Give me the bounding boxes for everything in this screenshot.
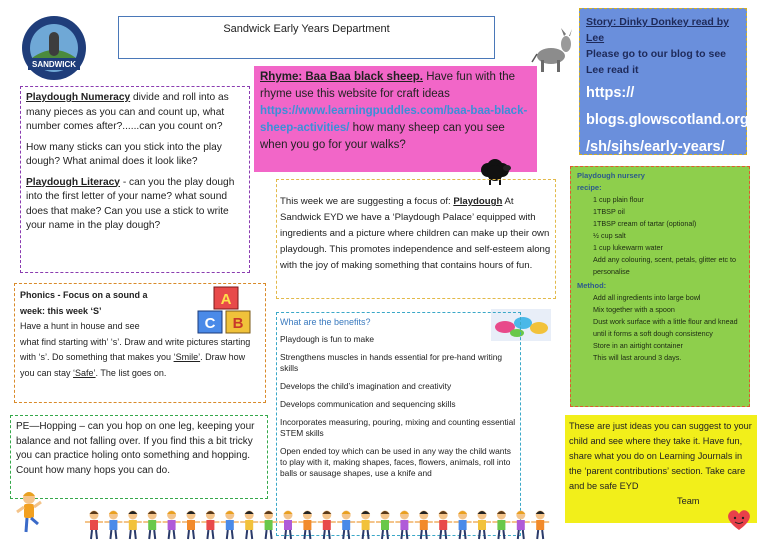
recipe-label: recipe:: [577, 183, 602, 192]
method-step: Add all ingredients into large bowl: [593, 293, 701, 302]
child-figure: [143, 511, 161, 540]
donkey-picture: [531, 28, 575, 74]
benefit-item: Incorporates measuring, pouring, mixing and counting essential STEM skills: [280, 417, 516, 438]
recipe-panel: [570, 166, 750, 407]
focus-text-1: This week we are suggesting a focus of:: [280, 196, 454, 207]
note-sign: Team: [677, 496, 700, 506]
phonics-heading: Phonics - Focus on a sound a: [20, 290, 148, 300]
rhyme-text-2: how many sheep can you see when you go for your walks?: [260, 122, 505, 151]
child-figure: [318, 511, 336, 540]
ingredient-item: ½ cup salt: [593, 231, 626, 240]
child-figure: [201, 511, 219, 540]
benefits-panel: [276, 312, 521, 536]
blog-link-2[interactable]: blogs.glowscotland.org.uk: [586, 112, 770, 128]
child-figure: [395, 511, 413, 540]
ingredient-item: 1TBSP oil: [593, 207, 625, 216]
numeracy-heading: Playdough Numeracy: [26, 92, 131, 103]
child-figure: [85, 511, 103, 540]
numeracy-literacy-panel: [20, 86, 250, 273]
ingredient-item: Add any colouring, scent, petals, glitter etc to personalise: [593, 255, 737, 276]
pe-text: PE—Hopping – can you hop on one leg, keeping your balance and not falling over. If you find this a bit tricky you can practice holing onto something and hopping. Count how many hops you can do.: [16, 421, 255, 476]
child-figure: [279, 511, 297, 540]
children-border: [86, 509, 558, 541]
child-figure: [337, 511, 355, 540]
page-title: Sandwick Early Years Department: [223, 23, 390, 35]
benefit-item: Open ended toy which can be used in any way the child wants to play with it, making shapes, faces, flowers, animals, roll into balls or sausage shapes, use a knife and: [280, 446, 511, 478]
numeracy-sticks-text: How many sticks can you stick into the play dough? What animal does it look like?: [26, 141, 222, 167]
method-step: Mix together with a spoon: [593, 305, 675, 314]
heart-icon: [726, 508, 752, 532]
blog-link-3[interactable]: /sh/sjhs/early-years/: [586, 139, 725, 155]
story-panel: [579, 8, 770, 155]
benefit-item: Develops communication and sequencing skills: [280, 399, 456, 409]
ingredient-item: 1TBSP cream of tartar (optional): [593, 219, 697, 228]
benefit-item: Strengthens muscles in hands essential for pre-hand writing skills: [280, 352, 503, 373]
literacy-heading: Playdough Literacy: [26, 176, 120, 188]
method-step: This will last around 3 days.: [593, 353, 682, 362]
note-panel: [565, 415, 757, 523]
child-figure: [357, 511, 375, 540]
child-figure: [376, 511, 394, 540]
literacy-text: - can you the play dough into the first letter of your name? what sound does that make? Can you use a stick to write your name in the play dough?: [26, 176, 235, 231]
logo-text: SANDWICK: [32, 60, 76, 69]
note-text: These are just ideas you can suggest to your child and see where they take it. Have fun, share what you do on Learning Journals in the ‘parent contributions’ section. Take care and be safe EYD: [569, 421, 752, 491]
focus-text-2: At Sandwick EYD we have a ‘Playdough Palace’ equipped with ingredients and a picture where children can make up their own playdough. This promotes independence and self-esteem along with the joy of making something that contains hours of fun.: [280, 196, 551, 271]
child-figure: [434, 511, 452, 540]
rhyme-text-1: Have fun with the rhyme use this website for craft ideas: [260, 71, 516, 100]
phonics-line-4: . The list goes on.: [95, 367, 167, 378]
svg-text:B: B: [232, 315, 244, 332]
child-figure: [298, 511, 316, 540]
benefits-heading: What are the benefits?: [280, 317, 371, 327]
child-figure: [415, 511, 433, 540]
numeracy-text: divide and roll into as many pieces as you can and count up, what number comes after?......can you count on?: [26, 92, 229, 132]
child-figure: [182, 511, 200, 540]
child-figure: [124, 511, 142, 540]
phonics-line-3: . Draw how you can stay: [20, 352, 246, 378]
blog-link-1[interactable]: https://: [586, 85, 635, 101]
child-figure: [492, 511, 510, 540]
method-label: Method:: [577, 281, 607, 290]
rhyme-heading: Rhyme: Baa Baa black sheep.: [260, 71, 423, 83]
pe-panel: [10, 415, 268, 499]
focus-panel: [276, 179, 556, 299]
focus-keyword: Playdough: [453, 196, 503, 207]
method-step: Store in an airtight container: [593, 341, 683, 350]
phonics-safe: ‘Safe’: [73, 367, 96, 378]
abc-blocks-picture: [194, 285, 264, 337]
benefit-item: Playdough is fun to make: [280, 334, 375, 344]
title-box: [118, 16, 495, 59]
school-logo: [20, 14, 88, 82]
child-figure: [531, 511, 549, 540]
story-heading: Story: Dinky Donkey read by Lee: [586, 16, 729, 44]
rhyme-craft-link[interactable]: https://www.learningpuddles.com/baa-baa-black-sheep-activities/: [260, 105, 528, 134]
child-figure: [221, 511, 239, 540]
recipe-title: Playdough nursery: [577, 171, 645, 180]
benefit-item: Develops the child’s imagination and creativity: [280, 381, 452, 391]
child-figure: [473, 511, 491, 540]
ingredient-item: 1 cup lukewarm water: [593, 243, 663, 252]
phonics-smile: ‘Smile’: [173, 352, 201, 362]
phonics-week: week: this week ‘S’: [20, 305, 102, 316]
phonics-line-1: Have a hunt in house and see: [20, 321, 140, 331]
ingredient-item: 1 cup plain flour: [593, 195, 644, 204]
svg-text:A: A: [220, 291, 232, 308]
child-figure: [104, 511, 122, 540]
child-figure: [240, 511, 258, 540]
child-figure: [163, 511, 181, 540]
svg-text:C: C: [204, 315, 216, 332]
method-step: Dust work surface with a little flour and knead until it forms a soft dough consistency: [593, 317, 738, 338]
child-figure: [260, 511, 278, 540]
hopping-child-picture: [14, 490, 44, 536]
child-figure: [454, 511, 472, 540]
child-figure: [512, 511, 530, 540]
phonics-line-2: what find starting with’ ‘s’. Draw and write pictures starting with ‘s’. Do something that makes you: [20, 336, 251, 362]
story-instruction: Please go to our blog to see Lee read it: [586, 48, 727, 76]
